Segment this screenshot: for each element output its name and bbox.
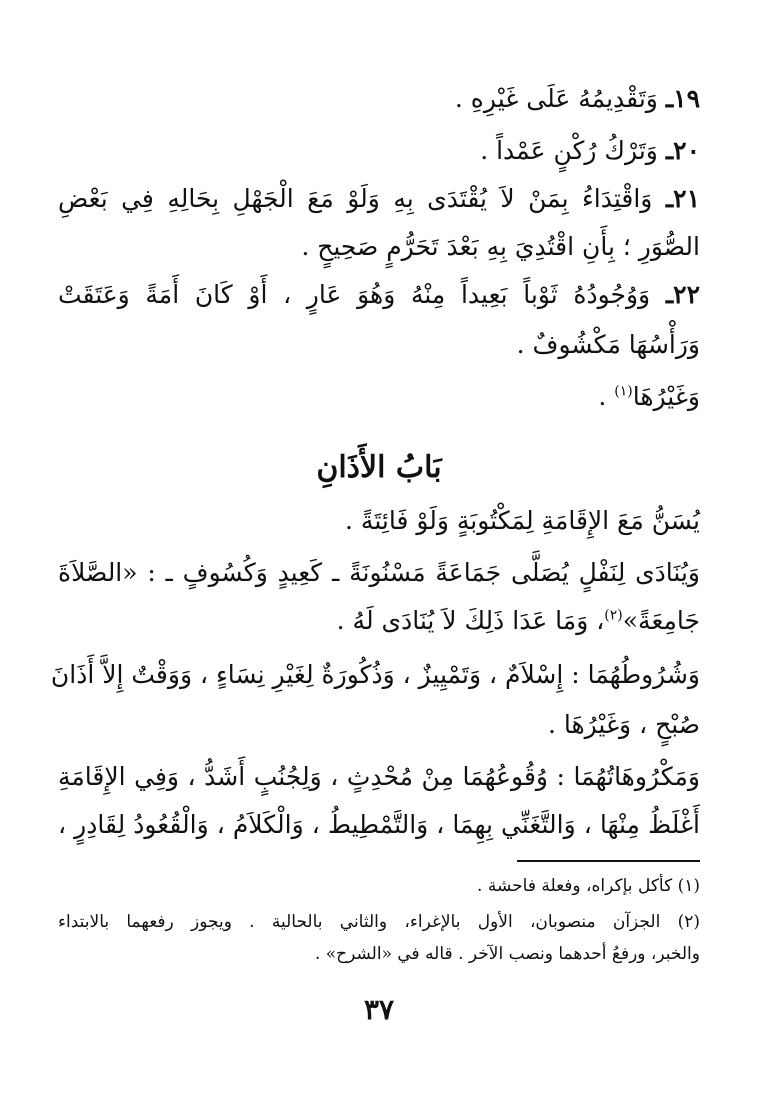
footnote-ref-1: (١) bbox=[614, 383, 633, 400]
paragraph-text: جَامِعَةً» bbox=[622, 606, 700, 635]
item-number: ٢٠ـ bbox=[665, 136, 700, 165]
and-others-end: . bbox=[598, 382, 615, 411]
paragraph-1 bbox=[58, 502, 700, 540]
item-number: ١٩ـ bbox=[665, 84, 700, 113]
item-number: ٢١ـ bbox=[665, 184, 700, 213]
book-page bbox=[50, 0, 701, 1106]
item-text: وَتَقْدِيمُهُ عَلَى غَيْرِهِ . bbox=[454, 84, 658, 113]
paragraph-2-line-1 bbox=[58, 554, 700, 592]
paragraph-text: ، وَمَا عَدَا ذَلِكَ لاَ يُنَادَى لَهُ . bbox=[336, 606, 605, 635]
item-text: وَوُجُودُهُ ثَوْباً بَعِيداً مِنْهُ وَهُوَ عَارٍ ، أَوْ كَانَ أَمَةً وَعَتَقَتْ bbox=[58, 280, 651, 309]
item-21-line-2 bbox=[58, 228, 700, 266]
footnote-ref-2: (٢) bbox=[604, 607, 623, 624]
item-22-line-2 bbox=[58, 326, 700, 364]
footnote-1: (١) كأكل بإكراه، وفعلة فاحشة . bbox=[477, 876, 700, 896]
item-text: الصُّوَرِ ؛ بِأَنِ اقْتُدِيَ بِهِ بَعْدَ تَحَرُّمٍ صَحِيحٍ . bbox=[301, 232, 700, 261]
footnote-2-line-2: والخبر، ورفعُ أحدهما ونصب الآخر . قاله في «الشرح» . bbox=[314, 944, 700, 964]
item-22-line-1 bbox=[58, 276, 700, 314]
paragraph-text: وَيُنَادَى لِنَفْلٍ يُصَلَّى جَمَاعَةً مَسْنُونَةً ـ كَعِيدٍ وَكُسُوفٍ ـ : «الصَّلاَةَ bbox=[58, 558, 700, 587]
item-text: وَتَرْكُ رُكْنٍ عَمْداً . bbox=[480, 136, 658, 165]
and-others-text: وَغَيْرُهَا bbox=[632, 382, 700, 411]
footnote-2-line-1: (٢) الجزآن منصوبان، الأول بالإغراء، والثاني بالحالية . ويجوز رفعهما بالابتداء bbox=[58, 912, 700, 932]
item-text: وَرَأْسُهَا مَكْشُوفٌ . bbox=[516, 330, 700, 359]
and-others-line bbox=[58, 378, 700, 416]
paragraph-3-line-2 bbox=[58, 706, 700, 744]
paragraph-4-line-2 bbox=[58, 806, 700, 844]
item-20 bbox=[58, 132, 700, 170]
paragraph-2-line-2 bbox=[58, 602, 700, 640]
page-number: ٣٧ bbox=[363, 993, 395, 1026]
item-19 bbox=[58, 80, 700, 118]
chapter-heading: بَابُ الأَذَانِ bbox=[316, 450, 442, 485]
item-number: ٢٢ـ bbox=[665, 280, 701, 309]
paragraph-text: صُبْحٍ ، وَغَيْرُهَا . bbox=[547, 710, 700, 739]
paragraph-text: وَشُرُوطُهُمَا : إِسْلاَمٌ ، وَتَمْيِيزٌ ، وَذُكُورَةٌ لِغَيْرِ نِسَاءٍ ، وَوَقْتٌ إِلاَّ أَذَانَ bbox=[50, 660, 700, 689]
item-text: وَاقْتِدَاءُ بِمَنْ لاَ يُقْتَدَى بِهِ وَلَوْ مَعَ الْجَهْلِ بِحَالِهِ فِي بَعْضِ bbox=[58, 184, 653, 213]
paragraph-3-line-1 bbox=[50, 656, 700, 694]
paragraph-text: يُسَنُّ مَعَ الإِقَامَةِ لِمَكْتُوبَةٍ وَلَوْ فَائِتَةً . bbox=[345, 506, 700, 535]
footnote-separator bbox=[517, 860, 700, 862]
item-21-line-1 bbox=[58, 180, 700, 218]
paragraph-text: أَغْلَظُ مِنْهَا ، وَالتَّغَنِّي بِهِمَا ، وَالتَّمْطِيطُ ، وَالْكَلاَمُ ، وَالْقُعُودُ لِقَادِرٍ ، bbox=[58, 810, 700, 839]
paragraph-text: وَمَكْرُوهَاتُهُمَا : وُقُوعُهُمَا مِنْ مُحْدِثٍ ، وَلِجُنُبٍ أَشَدُّ ، وَفِي الإِقَامَةِ bbox=[58, 762, 701, 791]
paragraph-4-line-1 bbox=[58, 758, 700, 796]
